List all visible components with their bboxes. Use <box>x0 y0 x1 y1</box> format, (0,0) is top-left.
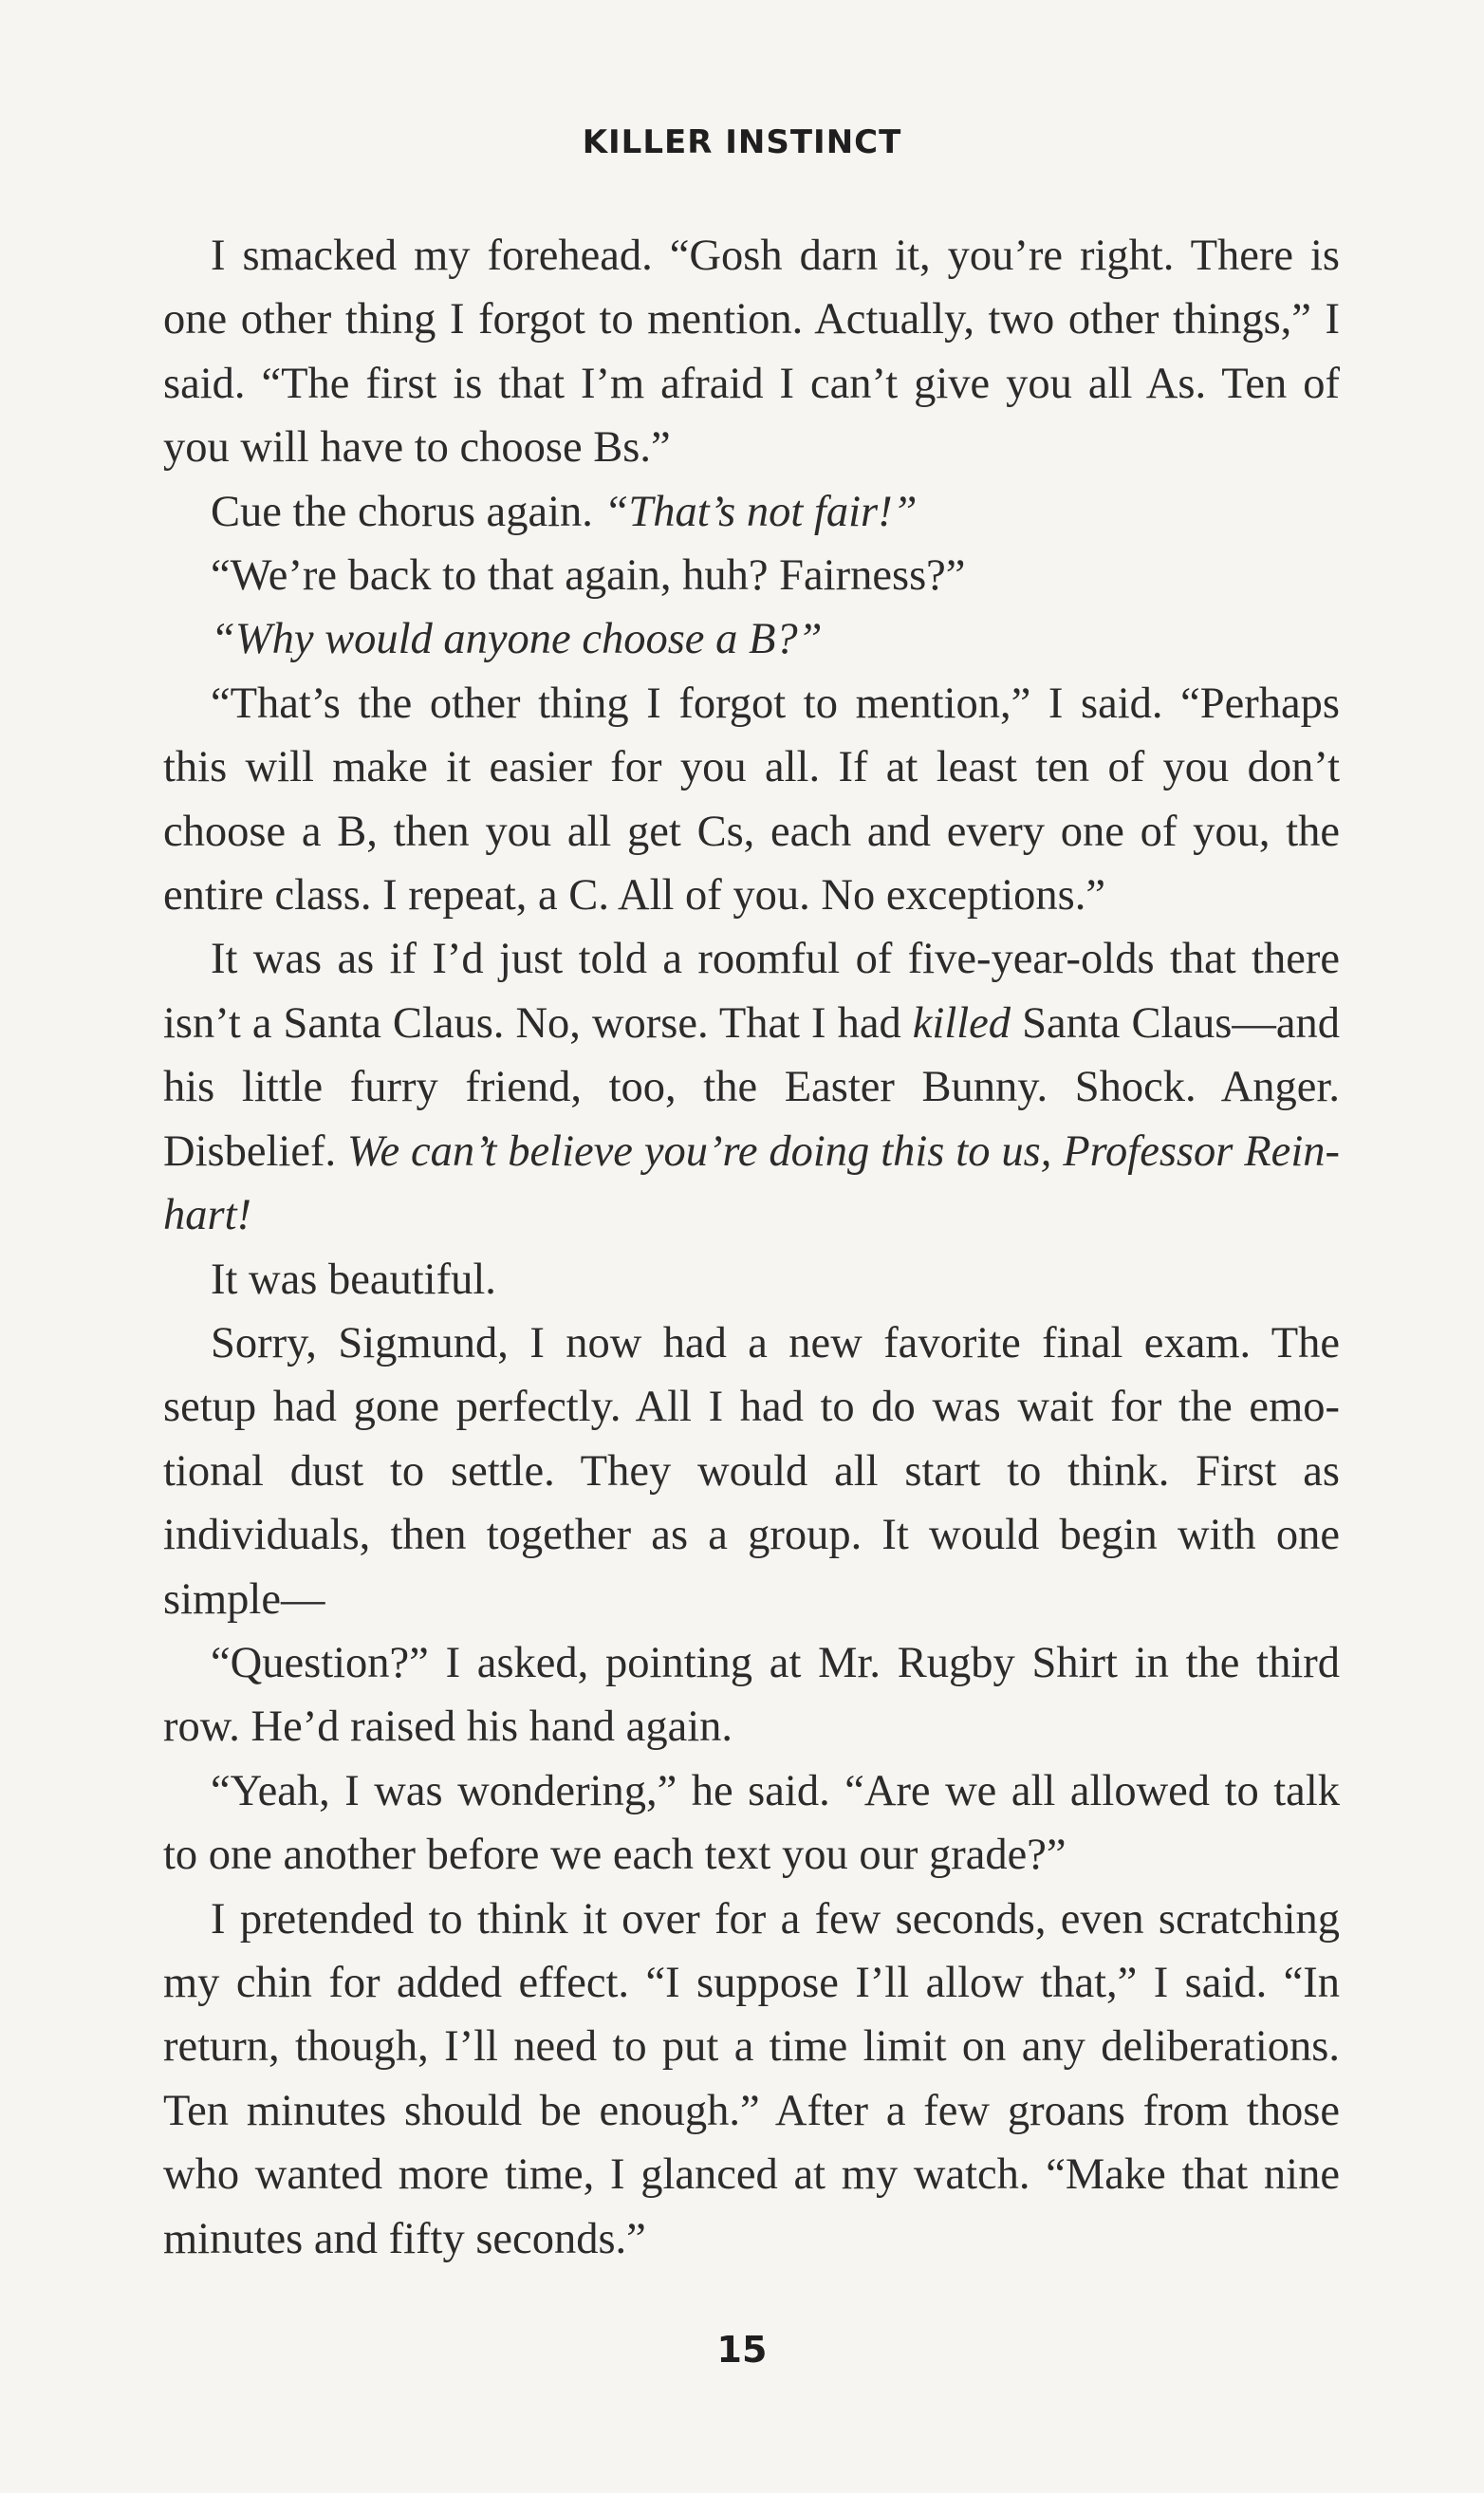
paragraph: “Yeah, I was wondering,” he said. “Are we all allowed to talk to one another before we each text you our grade?” <box>163 1766 1340 1880</box>
paragraph: I pretended to think it over for a few seconds, even scratching my chin for added effect. “I suppose I’ll allow that,” I said. “In return, though, I’ll need to put a time limit on any deliberations. Ten minutes should be enough.” After a few groans from those who wanted more time, I glanced at my watch. “Make that nine minutes and fifty seconds.” <box>163 1894 1340 2263</box>
paragraph: It was beautiful. <box>211 1255 496 1304</box>
page-number: 15 <box>716 2329 768 2371</box>
running-header: KILLER INSTINCT <box>582 123 902 161</box>
paragraph: “Why would anyone choose a B?” <box>211 615 823 664</box>
paragraph: Sorry, Sigmund, I now had a new favorite final exam. The setup had gone perfectly. All I had to do was wait for the emotional dust to settle. They would all start to think. First as individuals, then together as a group. It would begin with one simple— <box>163 1318 1340 1624</box>
paragraph: “Question?” I asked, pointing at Mr. Rugby Shirt in the third row. He’d raised his hand again. <box>163 1638 1340 1752</box>
paragraph: It was as if I’d just told a roomful of five-year-olds that there isn’t a Santa Claus. No, worse. That I had killed Santa Claus—and his little furry friend, too, the Easter Bunny. Shock. Anger. Disbelief. We can’t believe you’re doing this to us, Professor Reinhart! <box>163 935 1340 1240</box>
body-text <box>163 224 1340 2271</box>
paragraph: “We’re back to that again, huh? Fairness?” <box>211 551 966 601</box>
paragraph: Cue the chorus again. “That’s not fair!” <box>211 487 918 536</box>
paragraph: “That’s the other thing I forgot to mention,” I said. “Perhaps this will make it easier for you all. If at least ten of you don’t choose a B, then you all get Cs, each and every one of you, the entire class. I repeat, a C. All of you. No exceptions.” <box>163 679 1340 921</box>
paragraph: I smacked my forehead. “Gosh darn it, you’re right. There is one other thing I forgot to mention. Actually, two other things,” I said. “The first is that I’m afraid I can’t give you all As. Ten of you will have to choose Bs.” <box>163 232 1340 473</box>
